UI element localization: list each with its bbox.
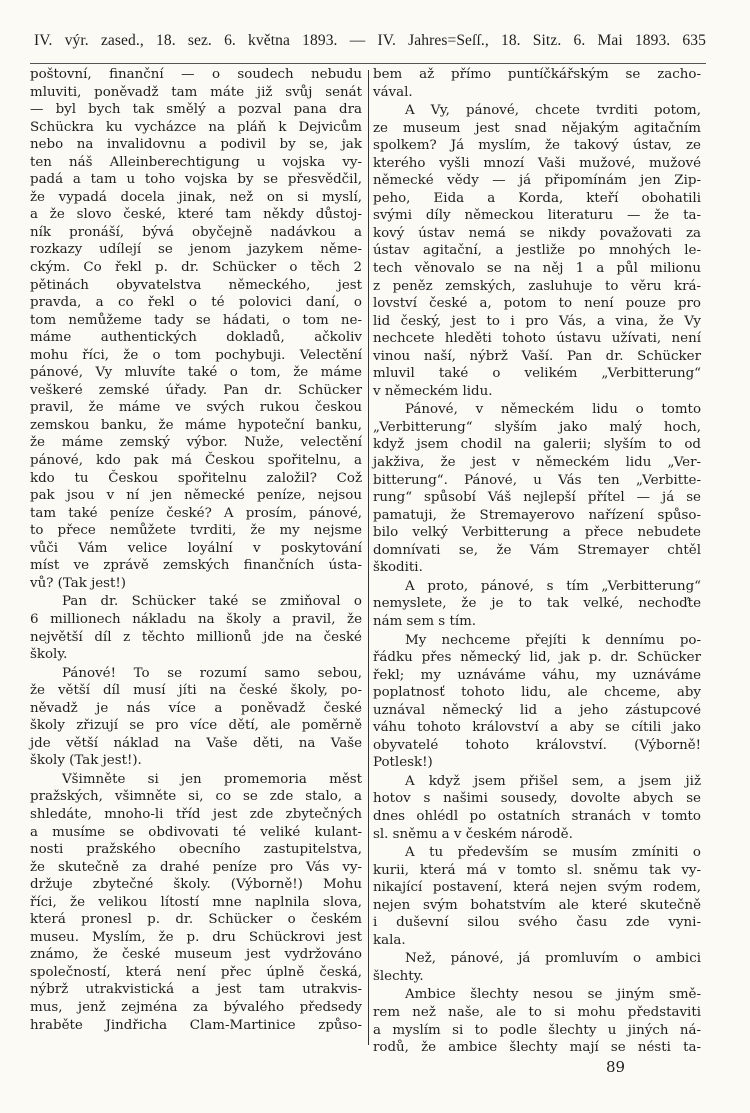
text-line: — byl bych tak smělý a pozval pana dra <box>30 102 362 118</box>
text-line: největší díl z těchto millionů jde na české <box>30 629 362 645</box>
right-column <box>373 66 701 1057</box>
text-line: veškeré zemské úřady. Pan dr. Schücker <box>30 382 362 398</box>
paragraph <box>373 102 701 400</box>
text-line: že skutečně za drahé peníze pro Vás vy- <box>30 859 362 875</box>
text-line: A když jsem přišel sem, a jsem již <box>405 773 701 789</box>
text-line: kový ústav nemá se nikdy považovati za <box>373 225 701 241</box>
running-header: IV. výr. zased., 18. sez. 6. května 1893. — IV. Jahres=Seſſ., 18. Sitz. 6. Mai 1893. 635 <box>34 32 706 49</box>
text-line: mluvil také o velikém „Verbitterung“ <box>373 366 701 382</box>
text-line: tam také peníze české? A prosím, pánové, <box>30 505 362 521</box>
text-line: vů? (Tak jest!) <box>30 575 127 591</box>
text-line: školy (Tak jest!). <box>30 753 142 769</box>
text-line: mluviti, poněvadž tam máte již svůj senát <box>30 84 362 100</box>
text-line: že vypadá docela jinak, než on si myslí, <box>30 189 362 205</box>
text-line: Ambice šlechty nesou se jiným smě- <box>405 987 701 1003</box>
paragraph <box>30 771 362 1034</box>
text-line: že větší díl musí jíti na české školy, po- <box>30 683 362 699</box>
text-line: váhu tohoto království a aby se cítili jako <box>373 720 701 736</box>
paragraph <box>30 66 362 592</box>
column-divider <box>368 70 369 1045</box>
text-line: vával. <box>373 84 413 100</box>
paragraph <box>373 950 701 985</box>
text-line: a musíme se obdivovati té veliké kulant- <box>30 824 362 840</box>
text-line: řekl; my uznáváme váhu, my uznáváme <box>373 667 701 683</box>
text-line: Potlesk!) <box>373 755 433 771</box>
text-line: lovství české a, potom to není pouze pro <box>373 296 701 312</box>
text-line: a myslím si to podle šlechty u jiných ná- <box>373 1022 701 1038</box>
text-line: jakživa, že jest v německém lidu „Ver- <box>373 455 701 471</box>
text-line: A tu především se musím zmíniti o <box>405 845 701 861</box>
text-line: Než, pánové, já promluvím o ambici <box>405 951 701 967</box>
text-line: padá a tam u toho vojska by se přesvědčil, <box>30 172 362 188</box>
text-line: i duševní silou svého času zde vyni- <box>373 915 701 931</box>
text-line: poštovní, finanční — o soudech nebudu <box>30 67 362 82</box>
header-rule <box>30 63 706 64</box>
text-line: nebo na invalidovnu a podivil by se, jak <box>30 137 362 153</box>
paragraph <box>373 773 701 843</box>
text-line: tech věnovalo se na něj 1 a půl milionu <box>373 261 701 277</box>
text-line: poplatnosť tohoto lidu, ale chceme, aby <box>373 685 701 701</box>
paragraph <box>373 401 701 576</box>
text-line: tom nemůžeme tady se hádati, o tom ne- <box>30 312 362 328</box>
text-line: pětinách obyvatelstva německého, jest <box>30 277 362 293</box>
text-line: ckým. Co řekl p. dr. Schücker o těch 2 <box>30 260 362 276</box>
text-line: nýbrž utrakvistická a jest tam utrakvis- <box>30 982 362 998</box>
text-line: Všimněte si jen promemoria měst <box>62 771 362 787</box>
paragraph <box>373 632 701 772</box>
paragraph <box>30 665 362 770</box>
text-line: rozkazy udílejí se jenom jazykem něme- <box>30 242 362 258</box>
text-line: lid český, jest to i pro Vás, a vina, že Vy <box>373 313 701 329</box>
text-line: rodů, že ambice šlechty mají se nésti ta- <box>373 1040 701 1056</box>
text-line: museu. Myslím, že p. dru Schückrovi jest <box>30 929 362 945</box>
text-line: zemskou banku, že máme hypoteční banku, <box>30 417 362 433</box>
text-line: Pánové, v německém lidu o tomto <box>405 402 701 418</box>
text-line: která pronesl p. dr. Schücker o českém <box>30 912 362 928</box>
text-line: pravda, a co řekl o té polovici daní, o <box>30 295 362 311</box>
text-line: pak jsou v ní jen německé peníze, nejsou <box>30 488 362 504</box>
text-line: nemyslete, že je to tak velké, nechoďte <box>373 596 701 612</box>
text-line: obyvatelé tohoto království. (Výborně! <box>373 737 701 753</box>
text-line: německé vědy — já připomínám jen Zip- <box>373 173 701 189</box>
text-line: pánové, kdo pak má Českou spořitelnu, a <box>30 453 362 469</box>
page-number: 89 <box>606 1058 626 1076</box>
paragraph <box>30 593 362 663</box>
text-line: pravil, že máme ve svých rukou českou <box>30 400 362 416</box>
text-line: školy zřizují se pro více dětí, ale poměrně <box>30 718 362 734</box>
text-line: a že slovo české, které tam někdy důstoj- <box>30 207 362 223</box>
text-line: ústav agitační, a jestliže po mnohých le- <box>373 243 701 259</box>
text-line: peho, Eida a Korda, kteří obohatili <box>373 190 701 206</box>
paragraph <box>373 986 701 1056</box>
text-line: šlechty. <box>373 968 424 984</box>
text-line: z peněz zemských, zasluhuje to věru krá- <box>373 278 701 294</box>
text-line: kterého vyšli mnozí Vaši mužové, mužové <box>373 155 701 171</box>
text-line: hotov s našimi sousedy, dovolte abych se <box>373 791 701 807</box>
text-line: kala. <box>373 932 406 948</box>
paragraph <box>373 66 701 101</box>
text-line: uznával německý lid a jeho zástupcové <box>373 702 701 718</box>
text-line: A proto, pánové, s tím „Verbitterung“ <box>405 578 701 594</box>
text-line: škoditi. <box>373 560 423 576</box>
text-line: mohu říci, že o tom pochybuji. Velectění <box>30 347 362 363</box>
text-line: bilo velký Verbitterung a přece nebudete <box>373 525 701 541</box>
text-line: držuje zbytečné školy. (Výborně!) Mohu <box>30 877 362 893</box>
text-line: „Verbitterung“ slyším jako malý hoch, <box>373 419 701 435</box>
text-line: 6 millionech nákladu na školy a pravil, že <box>30 611 362 627</box>
text-line: říci, že velikou lítostí mne naplnila slova, <box>30 894 362 910</box>
text-line: mus, jenž zejména za bývalého předsedy <box>30 999 362 1015</box>
text-line: bitterung“. Pánové, u Vás ten „Verbitte- <box>373 472 701 488</box>
text-line: řádku přes německý lid, jak p. dr. Schücker <box>373 650 701 666</box>
text-line: Pan dr. Schücker také se zmiňoval o <box>62 594 362 610</box>
text-line: v německém lidu. <box>373 383 493 399</box>
text-line: nosti pražského obecního zastupitelstva, <box>30 842 362 858</box>
text-line: společností, která není přec úplně česká, <box>30 964 362 980</box>
left-column <box>30 66 362 1034</box>
text-line: nejen svým bohatstvím ale které skutečně <box>373 897 701 913</box>
text-line: rem než naše, ale to si mohu představiti <box>373 1004 701 1020</box>
text-line: A Vy, pánové, chcete tvrditi potom, <box>405 103 701 119</box>
text-line: jde větší náklad na Vaše děti, na Vaše <box>30 735 362 751</box>
text-line: vůči Vám velice loyální v poskytování <box>30 540 362 556</box>
text-line: rung“ spůsobí Váš nejlepší přítel — já se <box>373 490 701 506</box>
text-line: to přece nemůžete tvrditi, že my nejsme <box>30 523 362 539</box>
text-line: domnívati se, že Vám Stremayer chtěl <box>373 542 701 558</box>
text-line: My nechceme přejíti k dennímu po- <box>405 632 701 648</box>
text-line: bem až přímo puntíčkářským se zacho- <box>373 67 701 82</box>
text-line: pamatuji, že Stremayerovo nařízení spůso- <box>373 507 701 523</box>
text-line: dnes ohlédl po ostatních stranách v tomto <box>373 808 701 824</box>
text-line: když jsem chodil na galerii; slyším to od <box>373 437 701 453</box>
text-line: pražských, všimněte si, co se zde stalo, a <box>30 789 362 805</box>
text-line: máme authentických dokladů, ačkoliv <box>30 330 362 346</box>
paragraph <box>373 844 701 949</box>
text-line: kurii, která má v tomto sl. sněmu tak vy- <box>373 862 701 878</box>
text-line: nikající postavení, která nejen svým rodem, <box>373 880 701 896</box>
text-line: kdo tu Českou spořitelnu založil? Což <box>30 470 362 486</box>
text-line: svými díly německou literaturu — že ta- <box>373 208 701 224</box>
text-line: vinou naší, nýbrž Vaší. Pan dr. Schücker <box>373 348 701 364</box>
text-line: spolkem? Já myslím, že takový ústav, ze <box>373 138 701 154</box>
text-line: ník pronáší, bývá obyčejně nadávkou a <box>30 224 362 240</box>
text-line: Pánové! To se rozumí samo sebou, <box>62 665 362 681</box>
text-line: hraběte Jindřicha Clam-Martinice způso- <box>30 1017 362 1033</box>
text-line: něvadž je nás více a poněvadž české <box>30 700 362 716</box>
text-line: školy. <box>30 647 68 663</box>
text-line: známo, že české museum jest vydržováno <box>30 947 362 963</box>
text-line: ten náš Alleinberechtigung u vojska vy- <box>30 154 362 170</box>
text-line: sl. sněmu a v českém národě. <box>373 826 573 842</box>
text-line: míst ve zprávě zemských finančních ústa- <box>30 558 362 574</box>
text-line: Schückra ku vycházce na pláň k Dejvicům <box>30 119 362 135</box>
text-line: ze museum jest snad nějakým agitačním <box>373 120 701 136</box>
text-line: pánové, Vy mluvíte také o tom, že máme <box>30 365 362 381</box>
text-line: nechcete hleděti tohoto ústavu užívati, není <box>373 331 701 347</box>
paragraph <box>373 578 701 631</box>
text-line: nám sem s tím. <box>373 613 477 629</box>
text-line: že máme zemský výbor. Nuže, velectění <box>30 435 362 451</box>
text-line: shledáte, mnoho-li tříd jest zde zbytečných <box>30 806 362 822</box>
